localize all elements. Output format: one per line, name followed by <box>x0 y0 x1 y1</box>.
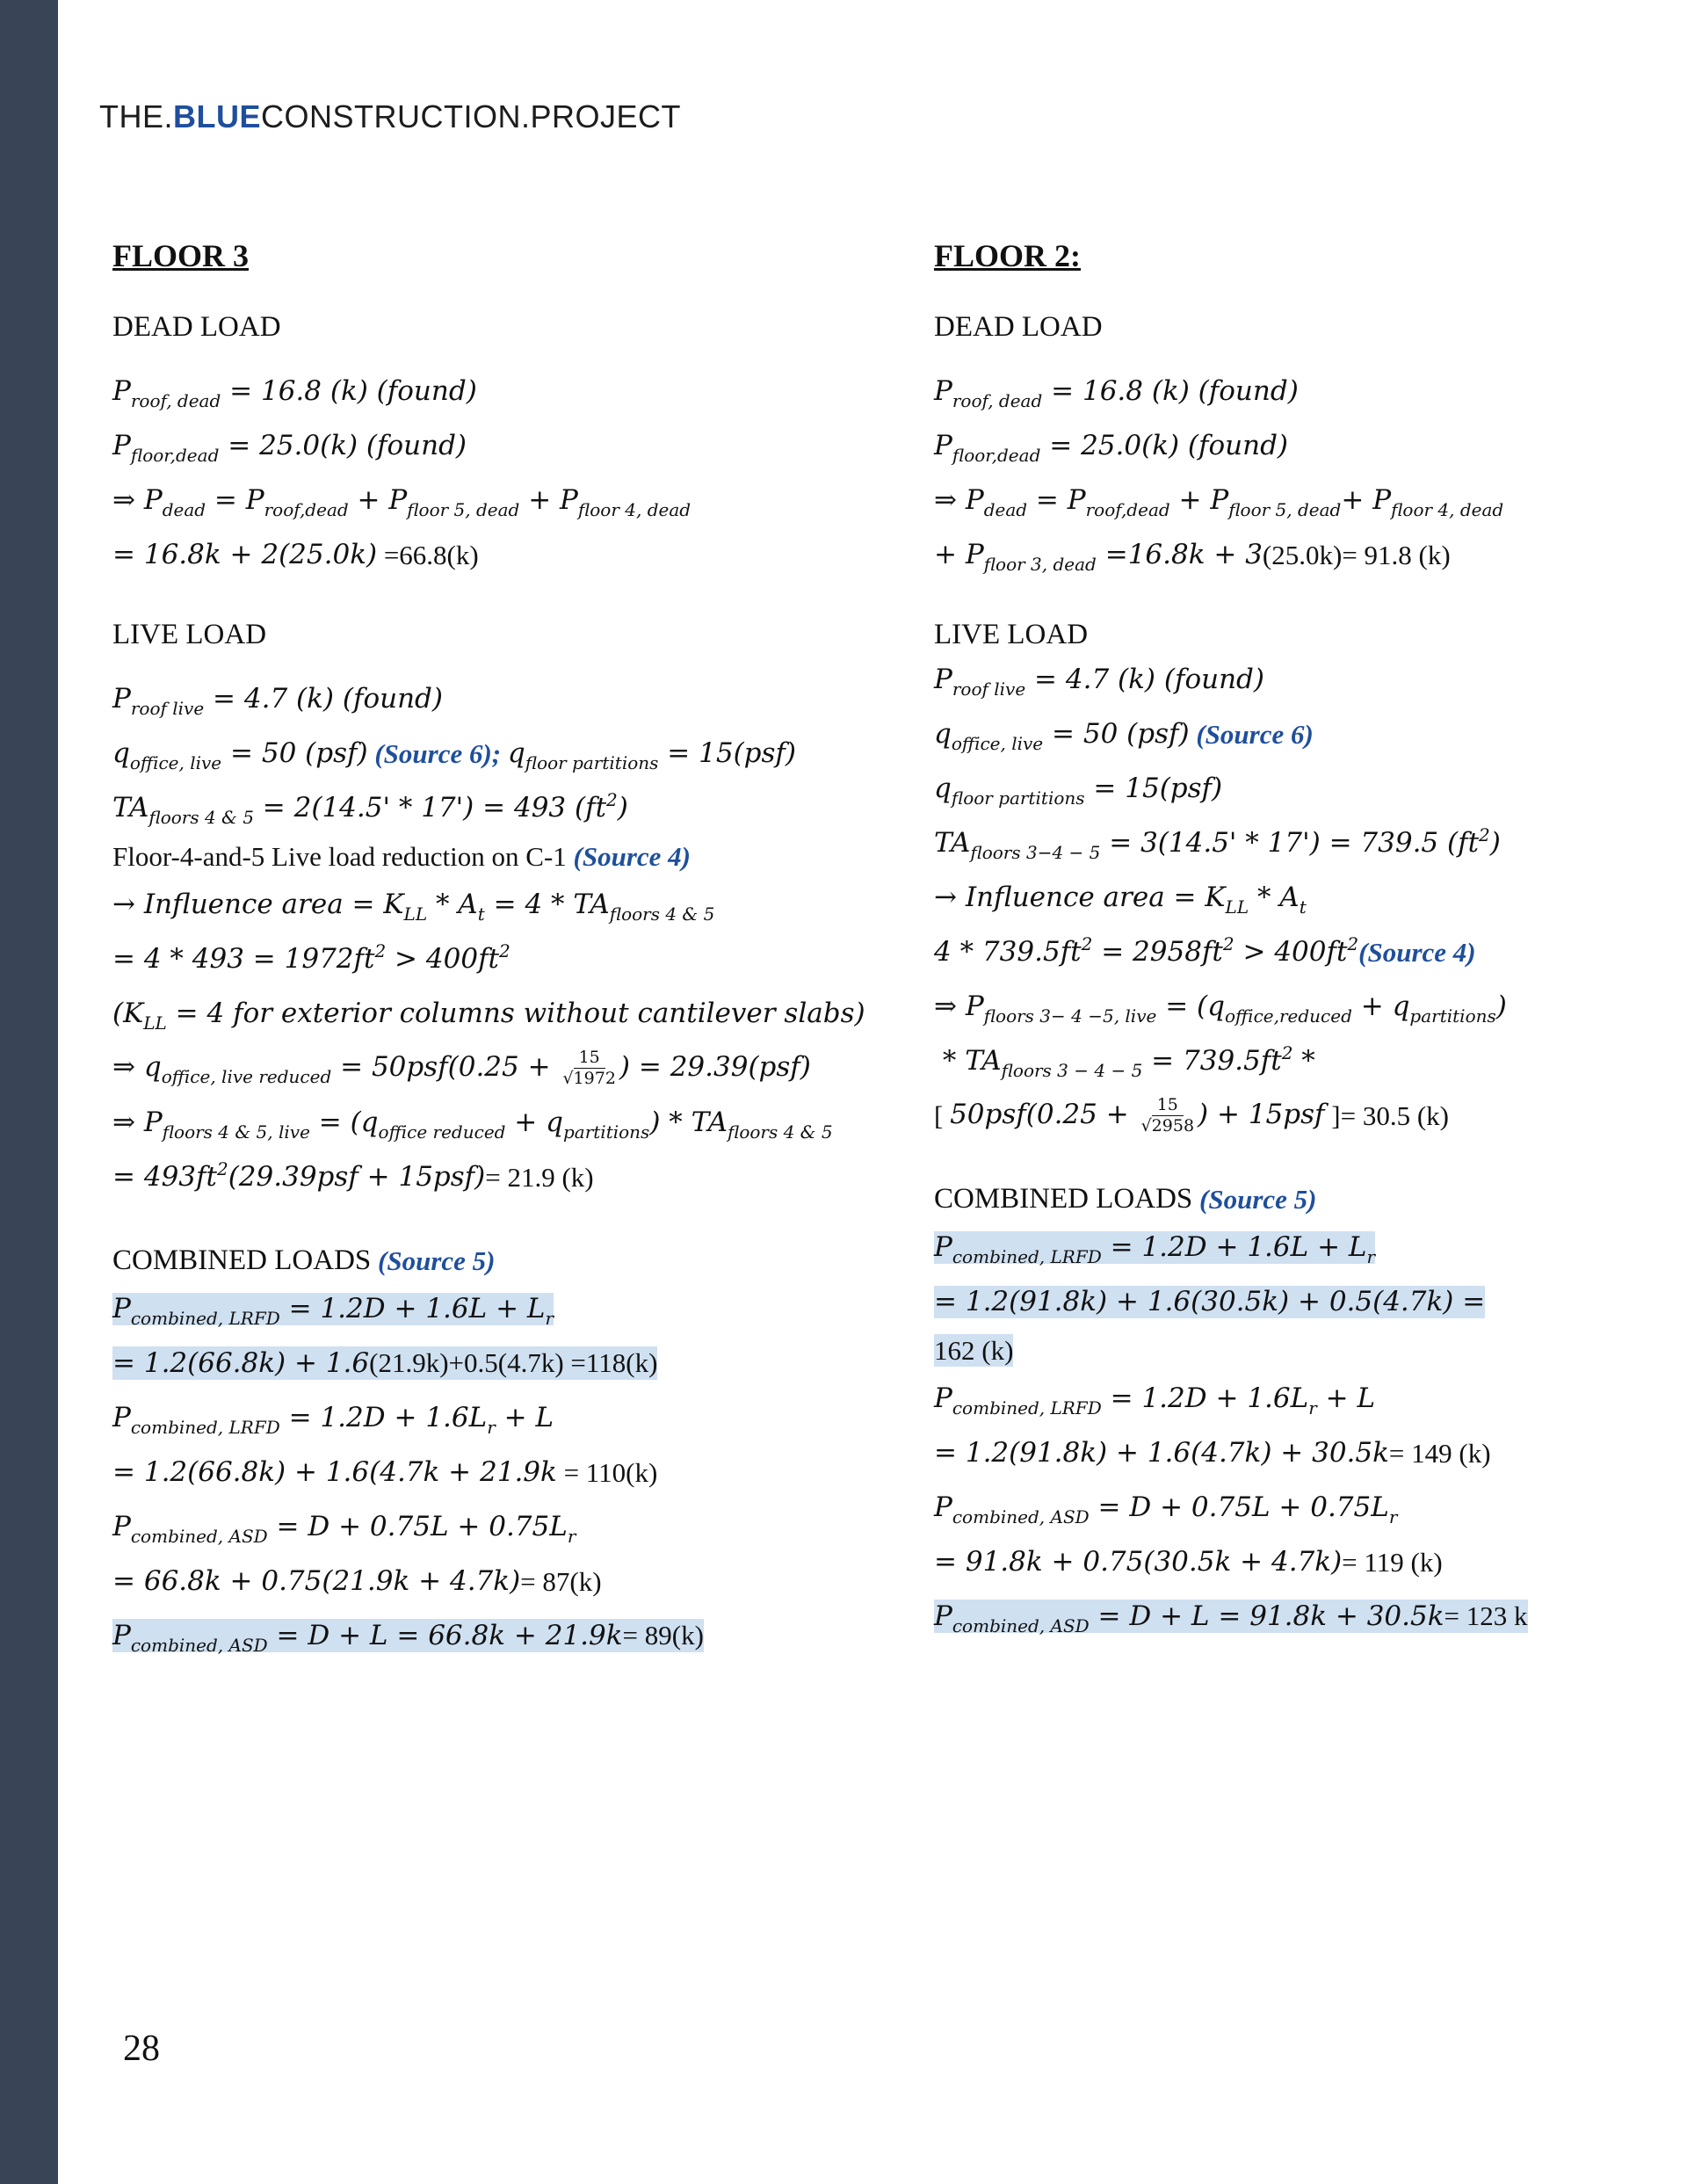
equation: = 1.2(91.8k) + 1.6(30.5k) + 0.5(4.7k) = <box>934 1285 1486 1317</box>
equation: ⇒ $P_{floors 3- 4 -5, live} = (q_{office,reduced} + q_{partitions})$ <box>934 990 1507 1027</box>
equation: = 1.2(66.8k) + 1.6(21.9k)+0.5(4.7k) =118(k) <box>112 1347 658 1380</box>
equation: ⇒ $P_{dead} = P_{roof,dead} + P_{floor 5, dead}+ P_{floor 4, dead}$ <box>934 484 1504 521</box>
left-sidebar-band <box>0 0 58 2184</box>
equation: $P_{roof, dead} = 16.8$ (k) (found) <box>934 375 1299 412</box>
floor-2-column <box>934 237 1637 1643</box>
equation: $P_{combined, ASD} = D + L = 66.8k + 21.9k= 89(k)$ <box>112 1620 704 1657</box>
equation: → Influence area = $K_{LL} * A_t$ <box>934 881 1307 918</box>
floor-2-dead-load-heading: DEAD LOAD <box>934 311 1103 344</box>
equation: 162 (k) <box>934 1334 1014 1366</box>
equation: = 66.8k + 0.75(21.9k + 4.7k) = 87(k) <box>112 1564 602 1597</box>
equation: + $P_{floor 3, dead} =16.8k + 3$ (25.0k)= 91.8 (k) <box>934 539 1451 576</box>
equation: = $493ft^2(29.39psf + 15psf)$ = 21.9 (k) <box>112 1157 594 1193</box>
equation: = 16.8k + 2(25.0k) =66.8(k) <box>112 539 479 571</box>
page-number: 28 <box>123 2028 160 2069</box>
floor-3-dead-load-heading: DEAD LOAD <box>112 311 281 344</box>
equation: $TA_{floors 3-4 - 5} = 3(14.5' * 17') = 739.5$ $(ft^2)$ <box>934 824 1501 863</box>
equation: $P_{combined, LRFD} = 1.2D + 1.6L_r + L$ <box>112 1401 554 1438</box>
brand-header: THE.BLUECONSTRUCTION.PROJECT <box>99 98 682 134</box>
equation: = 91.8k + 0.75(30.5k + 4.7k) = 119 (k) <box>934 1545 1443 1578</box>
floor-3-column <box>112 237 903 1663</box>
equation: ⇒ $P_{floors 4 \& 5, live} = (q_{office reduced} + q_{partitions}) * TA_{floors 4 \& 5}$ <box>112 1106 833 1143</box>
equation: = 1.2(66.8k) + 1.6(4.7k + 21.9k = 110(k) <box>112 1455 658 1488</box>
equation: $q_{floor partitions} = 15(psf)$ <box>934 772 1223 809</box>
equation: $q_{office, live} = 50$ (psf) (Source 6); $q_{floor partitions} = 15(psf)$ <box>112 736 796 773</box>
equation: [ 50psf(0.25 + $\frac{15}{√2958}$ ) + 15psf ]= 30.5 (k) <box>934 1095 1449 1136</box>
equation: $P_{floor,dead} = 25.0(k)$ (found) <box>112 430 467 467</box>
floor-3-live-load-heading: LIVE LOAD <box>112 618 267 650</box>
equation: ($K_{LL} = 4$ for exterior columns without cantilever slabs) <box>112 997 865 1034</box>
equation: $P_{roof, dead} = 16.8$ (k) (found) <box>112 375 477 412</box>
equation: $4 * 739.5ft^2 = 2958ft^2 > 400ft^2$ (Source 4) <box>934 932 1476 968</box>
floor-2-title: FLOOR 2: <box>934 238 1081 273</box>
equation: = 1.2(91.8k) + 1.6(4.7k) + 30.5k = 149 (k) <box>934 1436 1491 1469</box>
equation: → Influence area = $K_{LL} * A_t = 4 * TA_{floors 4 \& 5}$ <box>112 888 715 925</box>
equation: $P_{combined, LRFD} = 1.2D + 1.6L + L_r$ <box>934 1230 1376 1267</box>
equation: $P_{combined, ASD} = D + 0.75L + 0.75L_r$ <box>112 1510 576 1547</box>
equation: * $TA_{floors 3 - 4 - 5} = 739.5ft^2$ * <box>934 1041 1315 1081</box>
floor-3-combined-heading: COMBINED LOADS (Source 5) <box>112 1244 496 1276</box>
equation: $P_{roof live} = 4.7$ (k) (found) <box>112 682 443 719</box>
reduction-text: Floor-4-and-5 Live load reduction on C-1 (Source 4) <box>112 840 691 872</box>
equation: $P_{floor,dead} = 25.0(k)$ (found) <box>934 430 1289 467</box>
equation: $TA_{floors 4 \& 5} = 2(14.5' * 17') = 493$ $(ft^2)$ <box>112 788 628 828</box>
equation: $P_{combined, ASD} = D + L = 91.8k + 30.5k= 123$ k <box>934 1600 1528 1637</box>
equation: $P_{combined, LRFD} = 1.2D + 1.6L_r + L$ <box>934 1382 1376 1419</box>
equation: ⇒ $q_{office, live reduced} = 50psf(0.25$ + $\frac{15}{√1972}$ ) = 29.39(psf) <box>112 1048 811 1088</box>
equation: = $4 * 493 = 1972ft^2 > 400ft^2$ <box>112 940 510 975</box>
equation: $P_{roof live} = 4.7$ (k) (found) <box>934 663 1264 700</box>
equation: $P_{combined, ASD} = D + 0.75L + 0.75L_r$ <box>934 1491 1398 1527</box>
equation: $P_{combined, LRFD} = 1.2D + 1.6L + L_r$ <box>112 1292 554 1329</box>
floor-2-combined-heading: COMBINED LOADS (Source 5) <box>934 1182 1317 1215</box>
equation: ⇒ $P_{dead} = P_{roof,dead} + P_{floor 5, dead} + P_{floor 4, dead}$ <box>112 484 691 521</box>
floor-3-title: FLOOR 3 <box>112 238 250 273</box>
equation: $q_{office, live} = 50$ (psf) (Source 6) <box>934 717 1314 754</box>
floor-2-live-load-heading: LIVE LOAD <box>934 618 1089 650</box>
